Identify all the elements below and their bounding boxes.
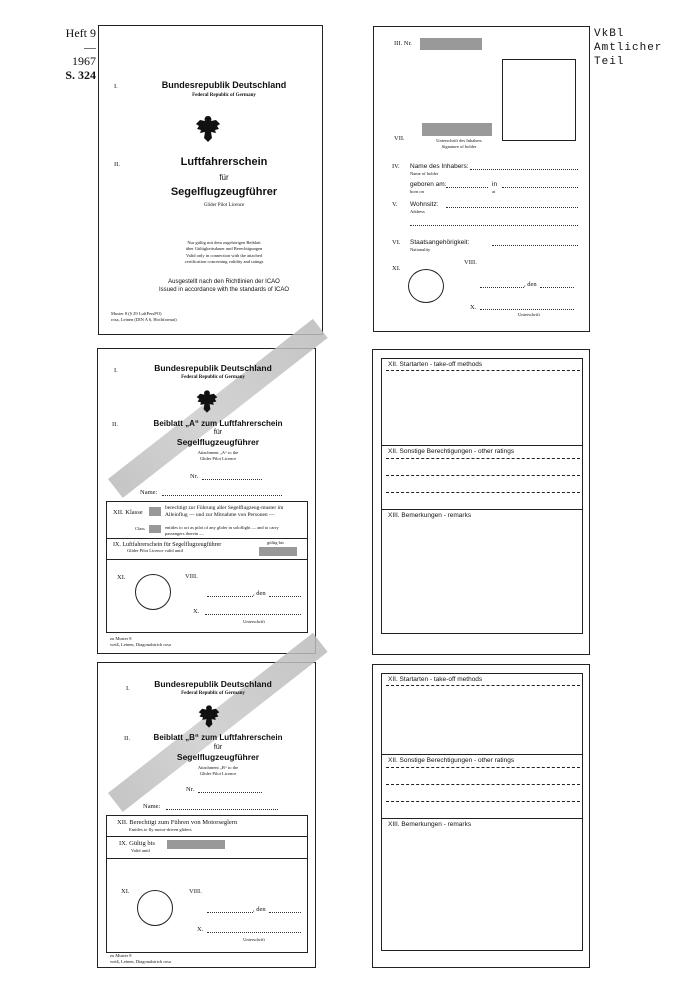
ratings-frame [381, 358, 583, 634]
ratings-line-1 [386, 767, 580, 768]
remarks-heading: XIII. Bemerkungen - remarks [388, 512, 472, 519]
valid-until-field [167, 840, 225, 849]
seal-circle [408, 269, 444, 303]
roman-x: X. [470, 304, 477, 311]
number-field [420, 38, 482, 50]
section-divider-1 [382, 754, 582, 755]
form-ref [111, 311, 261, 322]
motorglider-label: XII. Berechtigt zum Führen von Motorseglern [117, 819, 238, 826]
attachment-title: Beiblatt „B“ zum Luftfahrerschein [153, 733, 283, 742]
journal-abbr: VkBl [594, 28, 625, 40]
attachment-glider: Segelflugzeugführer [176, 752, 260, 762]
roman-iv: IV. [392, 163, 400, 170]
section-divider-1 [382, 445, 582, 446]
nr-label: Nr. [186, 786, 195, 793]
nr-line [202, 479, 262, 480]
valid-de-2: über Gültigkeitsdauer und Berechtigungen [185, 245, 263, 251]
remarks-heading: XIII. Bemerkungen - remarks [388, 821, 472, 828]
nationality-label: Staatsangehörigkeit: [410, 239, 470, 246]
other-ratings-heading: XII. Sonstige Berechtigungen - other ratings [388, 448, 515, 455]
ratings-line-2 [386, 784, 580, 785]
form-ref-1: zu Muster 8 [110, 636, 132, 641]
name-label: Name: [140, 489, 158, 496]
ratings-frame [381, 673, 583, 951]
validity-label: IX. Luftfahrerschein für Segelflugzeugführer [113, 542, 222, 548]
valid-until-label: IX. Gültig bis [119, 840, 155, 847]
class-entitlement-de: berechtigt zur Führung aller Segelflugzeug-muster im Alleinflug — und zur Mitnahme von Personen — [165, 505, 284, 518]
roman-i: I. [114, 83, 118, 90]
page-header-right [594, 27, 662, 69]
valid-until-field [259, 547, 297, 556]
validity-note [139, 240, 309, 264]
ratings-line-3 [386, 801, 580, 802]
takeoff-methods-heading: XII. Startarten - take-off methods [388, 676, 483, 683]
form-ref-2: rosa, Leinen (DIN A 6, Hochformat) [111, 316, 177, 322]
place-line [207, 912, 253, 913]
divider-2 [107, 559, 307, 560]
date-label: , den [524, 281, 537, 288]
attachment-sub [138, 450, 298, 461]
roman-xi: XI. [121, 888, 130, 895]
roman-x: X. [193, 608, 200, 615]
name-line [166, 809, 278, 810]
born-line [446, 187, 488, 188]
in-en: at [492, 189, 496, 194]
signature-caption: Unterschrift [243, 619, 265, 624]
signature-line [205, 614, 301, 615]
address-label: Wohnsitz: [410, 201, 439, 208]
form-ref-2: weiß, Leinen, Diagonalstrich rosa [110, 958, 171, 964]
country-en: Federal Republic of Germany [181, 375, 245, 380]
birthplace-line [502, 187, 578, 188]
section-divider-2 [382, 509, 582, 510]
licence-front-card [98, 25, 323, 335]
icao-note [129, 278, 319, 294]
attachment-b-card [97, 662, 316, 968]
class-en-label: Class [135, 526, 145, 531]
form-ref-1: zu Muster 8 [110, 953, 132, 958]
other-ratings-heading: XII. Sonstige Berechtigungen - other ratings [388, 757, 515, 764]
title-en: Glider Pilot Licence [203, 203, 245, 208]
place-line [207, 596, 253, 597]
ratings-box [106, 501, 308, 633]
form-ref [110, 953, 260, 964]
attachment-b-back-card [372, 664, 590, 968]
form-ref [110, 636, 260, 647]
address-en: Address [410, 209, 425, 214]
title-fuer: für [219, 173, 229, 182]
title-glider: Segelflugzeugführer [170, 186, 278, 198]
takeoff-line [386, 685, 580, 686]
attachment-fuer: für [213, 744, 223, 751]
section-divider-2 [382, 818, 582, 819]
page-number: S. 324 [65, 68, 96, 82]
seal-circle [137, 890, 173, 926]
name-line [162, 495, 282, 496]
roman-x: X. [197, 926, 204, 933]
country-en: Federal Republic of Germany [192, 93, 256, 98]
journal-line3: Teil [594, 56, 625, 68]
validity-en: Glider Pilot Licence valid until [127, 548, 183, 553]
attachment-fuer: für [213, 429, 223, 436]
takeoff-methods-heading: XII. Startarten - take-off methods [388, 361, 483, 368]
motorglider-en: Entitles to fly motor-driven gliders [129, 827, 192, 832]
nationality-line [492, 245, 578, 246]
roman-xi: XI. [117, 574, 126, 581]
attachment-title: Beiblatt „A“ zum Luftfahrerschein [153, 419, 283, 428]
issuer-signature-line [480, 309, 574, 310]
valid-en-1: Valid only in connection with the attached [186, 253, 262, 258]
signature-caption [414, 138, 504, 149]
roman-viii: VIII. [464, 259, 477, 266]
roman-ii: II. [114, 161, 120, 168]
signature-caption: Unterschrift [243, 937, 265, 942]
takeoff-line [386, 370, 580, 371]
holder-signature-field [422, 123, 492, 136]
date-line [540, 287, 574, 288]
ratings-line-3 [386, 492, 580, 493]
roman-viii: VIII. [189, 888, 202, 895]
class-en-field [149, 525, 161, 533]
roman-xi: XI. [392, 265, 401, 272]
journal-line2: Amtlicher [594, 42, 663, 54]
icao-de: Ausgestellt nach den Richtlinien der ICAO [168, 279, 280, 285]
class-label: XII. Klasse [113, 509, 143, 516]
attachment-sub-2: Glider Pilot Licence [199, 770, 237, 776]
valid-until-en: Valid until [131, 848, 150, 853]
date-line [269, 912, 301, 913]
roman-v: V. [392, 201, 398, 208]
attachment-sub-2: Glider Pilot Licence [199, 455, 237, 461]
icao-en: Issued in accordance with the standards of ICAO [158, 287, 290, 293]
country-en: Federal Republic of Germany [181, 691, 245, 696]
born-label: geboren am: [410, 181, 447, 188]
date-line [269, 596, 301, 597]
in-label: in [492, 181, 498, 188]
seal-circle [135, 574, 171, 610]
place-line [480, 287, 524, 288]
valid-de-1: Nur gültig mit dem zugehörigen Beiblatt [187, 240, 261, 245]
ratings-line-2 [386, 475, 580, 476]
country-de: Bundesrepublik Deutschland [161, 80, 287, 90]
signature-line [207, 932, 301, 933]
nr-label: Nr. [190, 473, 199, 480]
roman-viii: VIII. [185, 573, 198, 580]
attachment-sub [138, 765, 298, 776]
class-entitlement-en: entitles to act as pilot of any glider in soloflight — and to carry passengers therein — [165, 525, 279, 536]
attachment-sub-1: Attachment „B“ to the [197, 765, 239, 770]
divider-1 [107, 538, 307, 539]
roman-ii: II. [112, 421, 118, 428]
roman-i: I. [114, 367, 118, 374]
roman-ii: II. [124, 735, 130, 742]
attachment-a-back-card [372, 349, 590, 655]
roman-i: I. [126, 685, 130, 692]
address-line-1 [446, 207, 578, 208]
federal-eagle-icon [195, 388, 219, 415]
attachment-sub-1: Attachment „A“ to the [197, 450, 239, 455]
date-label: , den [253, 590, 266, 597]
country-de: Bundesrepublik Deutschland [154, 679, 272, 689]
photo-box [502, 59, 576, 141]
class-field [149, 507, 161, 516]
sig-de: Unterschrift des Inhabers [436, 138, 482, 143]
ratings-box [106, 815, 308, 953]
valid-en-2: certification concerning validity and ratings [184, 258, 264, 264]
federal-eagle-icon [194, 114, 222, 144]
name-label: Name: [143, 803, 161, 810]
born-en: born on [410, 189, 424, 194]
federal-eagle-icon [197, 703, 221, 730]
nationality-en: Nationality [410, 247, 431, 252]
page-header-left [58, 26, 96, 82]
ratings-line-1 [386, 458, 580, 459]
date-label: , den [253, 906, 266, 913]
roman-vii: VII. [394, 135, 405, 142]
title-licence: Luftfahrerschein [180, 156, 268, 168]
form-ref-2: weiß, Leinen, Diagonalstrich rosa [110, 641, 171, 647]
sig-en: Signature of holder [441, 143, 477, 149]
attachment-glider: Segelflugzeugführer [176, 437, 260, 447]
country-de: Bundesrepublik Deutschland [154, 363, 272, 373]
issue-label: Heft 9 [65, 26, 96, 40]
year-label: — 1967 [72, 40, 96, 68]
licence-back-card [373, 26, 590, 332]
holder-name-en: Name of holder [410, 171, 439, 176]
roman-vi: VI. [392, 239, 401, 246]
holder-name-label: Name des Inhabers: [410, 163, 469, 170]
divider-2 [107, 858, 307, 859]
issuer-signature-caption: Unterschrift [518, 312, 540, 317]
address-line-2 [410, 225, 578, 226]
form-ref-1: Muster 8 (§ 29 LuftPersPO) [111, 311, 162, 316]
number-label: III. Nr. [394, 40, 412, 47]
nr-line [198, 792, 262, 793]
attachment-a-card [97, 348, 316, 654]
valid-until-label: gültig bis [267, 540, 284, 545]
divider-1 [107, 836, 307, 837]
holder-name-line [470, 169, 578, 170]
